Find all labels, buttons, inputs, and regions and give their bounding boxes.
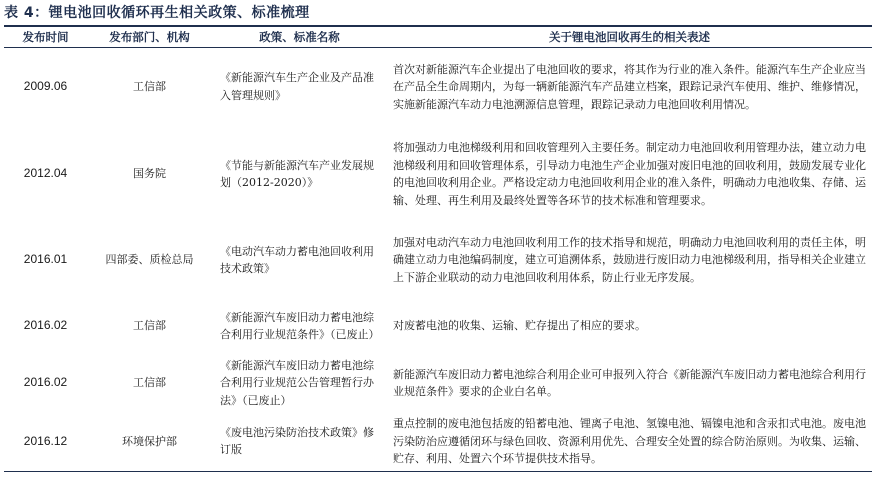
row-date: 2016.12	[4, 412, 87, 472]
row-policy: 《新能源汽车废旧动力蓄电池综合利用行业规范公告管理暂行办法》（已废止）	[220, 358, 374, 407]
row-dept: 国务院	[133, 167, 166, 181]
row-dept: 四部委、质检总局	[105, 253, 194, 267]
row-policy: 《电动汽车动力蓄电池回收利用技术政策》	[220, 244, 374, 275]
row-desc: 加强对电动汽车动力电池回收利用工作的技术指导和规范，明确动力电池回收利用的责任主体，明确建立动力电池编码制度，建立可追溯体系，鼓励进行废旧动力电池梯级利用，指导相关企业建立上下游企业联动的动力电池回收利用体系，防止行业无序发展。	[393, 235, 866, 284]
row-desc: 首次对新能源汽车企业提出了电池回收的要求，将其作为行业的准入条件。能源汽车生产企业应当在产品全生命周期内，为每一辆新能源汽车产品建立档案，跟踪记录汽车使用、维护、维修情况，实施新能源汽车动力电池溯源信息管理，跟踪记录动力电池回收利用情况。	[393, 62, 866, 111]
row-desc: 重点控制的废电池包括废的铅蓄电池、锂离子电池、氢镍电池、镉镍电池和含汞扣式电池。废电池污染防治应遵循闭环与绿色回收、资源利用优先、合理安全处置的综合防治原则。为收集、运输、贮存、利用、处置六个环节提供技术指导。	[387, 412, 872, 472]
table-row	[4, 298, 872, 355]
row-dept: 工信部	[133, 376, 166, 390]
row-date: 2016.02	[23, 375, 68, 390]
row-dept: 工信部	[133, 319, 166, 333]
row-dept: 环境保护部	[87, 412, 212, 472]
table-row	[4, 355, 872, 412]
table-row	[4, 223, 872, 298]
header-date: 发布时间	[4, 26, 87, 48]
row-date: 2012.04	[23, 166, 68, 181]
row-policy: 《新能源汽车废旧动力蓄电池综合利用行业规范条件》（已废止）	[220, 310, 380, 341]
row-date: 2009.06	[23, 79, 68, 93]
header-dept: 发布部门、机构	[87, 26, 212, 48]
row-policy: 《节能与新能源汽车产业发展规划（2012-2020）》	[220, 158, 374, 189]
table-title: 表 4：锂电池回收循环再生相关政策、标准梳理	[4, 5, 310, 21]
table-row	[4, 412, 872, 472]
table-row	[4, 126, 872, 223]
policy-table	[4, 25, 872, 472]
row-desc: 新能源汽车废旧动力蓄电池综合利用企业可申报列入符合《新能源汽车废旧动力蓄电池综合利用行业规范条件》要求的企业白名单。	[393, 367, 866, 398]
row-desc: 对废蓄电池的收集、运输、贮存提出了相应的要求。	[393, 319, 646, 333]
table-header-row	[4, 26, 872, 48]
header-desc: 关于锂电池回收再生的相关表述	[387, 26, 872, 48]
row-date: 2016.02	[23, 318, 68, 333]
row-policy: 《废电池污染防治技术政策》修订版	[212, 412, 387, 472]
header-policy: 政策、标准名称	[212, 26, 387, 48]
row-dept: 工信部	[133, 80, 166, 93]
row-desc: 将加强动力电池梯级利用和回收管理列入主要任务。制定动力电池回收利用管理办法，建立动力电池梯级利用和回收管理体系，引导动力电池生产企业加强对废旧电池的回收利用，鼓励发展专业化的电池回收利用企业。严格设定动力电池回收利用企业的准入条件，明确动力电池收集、存储、运输、处理、再生利用及最终处置等各环节的技术标准和管理要求。	[393, 141, 866, 207]
row-policy: 《新能源汽车生产企业及产品准入管理规则》	[220, 71, 374, 102]
row-date: 2016.01	[23, 252, 68, 267]
table-row	[4, 48, 872, 126]
